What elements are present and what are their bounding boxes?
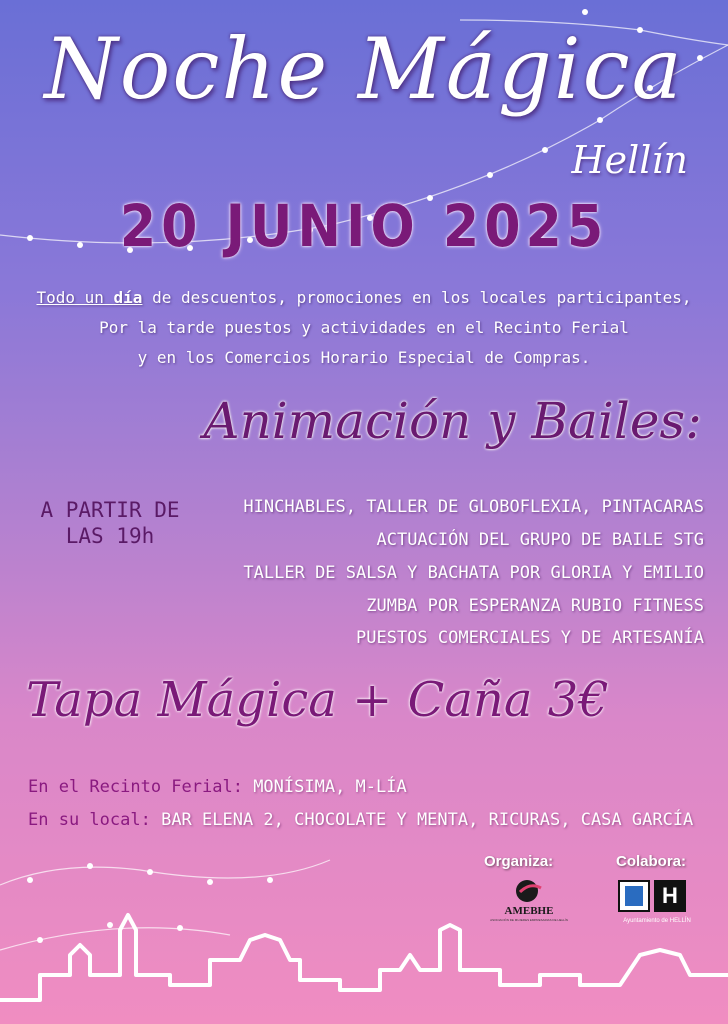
amebhe-logo-text: AMEBHE [504,905,554,917]
amebhe-logo [484,878,574,928]
event-date: 20 JUNIO 2025 [119,192,609,260]
ayuntamiento-logo-left-block [618,880,650,912]
activity-item: HINCHABLES, TALLER DE GLOBOFLEXIA, PINTACARAS [243,497,704,517]
local-label: En su local: [28,810,151,830]
activity-item: ZUMBA POR ESPERANZA RUBIO FITNESS [366,596,704,616]
recinto-line [28,777,407,797]
start-time-line-1: A PARTIR DE [40,498,180,522]
start-time-block [24,497,196,549]
ayuntamiento-logo [618,880,694,922]
intro-line-2: Por la tarde puestos y actividades en el Recinto Ferial [99,318,629,337]
activity-item: TALLER DE SALSA Y BACHATA POR GLORIA Y EMILIO [243,563,704,583]
event-subtitle-town: Hellín [571,138,688,182]
colabora-label: Colabora: [616,853,687,870]
organiza-label: Organiza: [484,853,554,870]
activity-item: PUESTOS COMERCIALES Y DE ARTESANÍA [356,628,704,648]
event-title: Noche Mágica [44,20,684,118]
intro-line-3: y en los Comercios Horario Especial de Compras. [137,348,591,367]
amebhe-logo-subtext: ASOCIACIÓN DE MUJERES EMPRESARIAS DE HELLÍN [490,918,568,922]
local-line [28,810,693,830]
intro-line-1-rest: de descuentos, promociones en los locales participantes, [142,288,692,307]
ayuntamiento-logo-text: Ayuntamiento de HELLÍN [623,918,691,924]
activity-item: ACTUACIÓN DEL GRUPO DE BAILE STG [376,530,704,550]
amebhe-logo-icon [514,878,544,904]
recinto-label: En el Recinto Ferial: [28,777,243,797]
recinto-value: MONÍSIMA, M-LÍA [253,777,407,797]
intro-underlined-text: Todo un [36,288,114,307]
intro-line-1 [0,288,728,307]
tapa-heading: Tapa Mágica + Caña 3€ [26,672,609,728]
intro-bold-dia: día [113,288,143,307]
local-value: BAR ELENA 2, CHOCOLATE Y MENTA, RICURAS, CASA GARCÍA [161,810,694,830]
ayuntamiento-logo-h-icon: H [654,880,686,912]
start-time-line-2: LAS 19h [65,524,155,548]
animacion-heading: Animación y Bailes: [203,392,702,450]
